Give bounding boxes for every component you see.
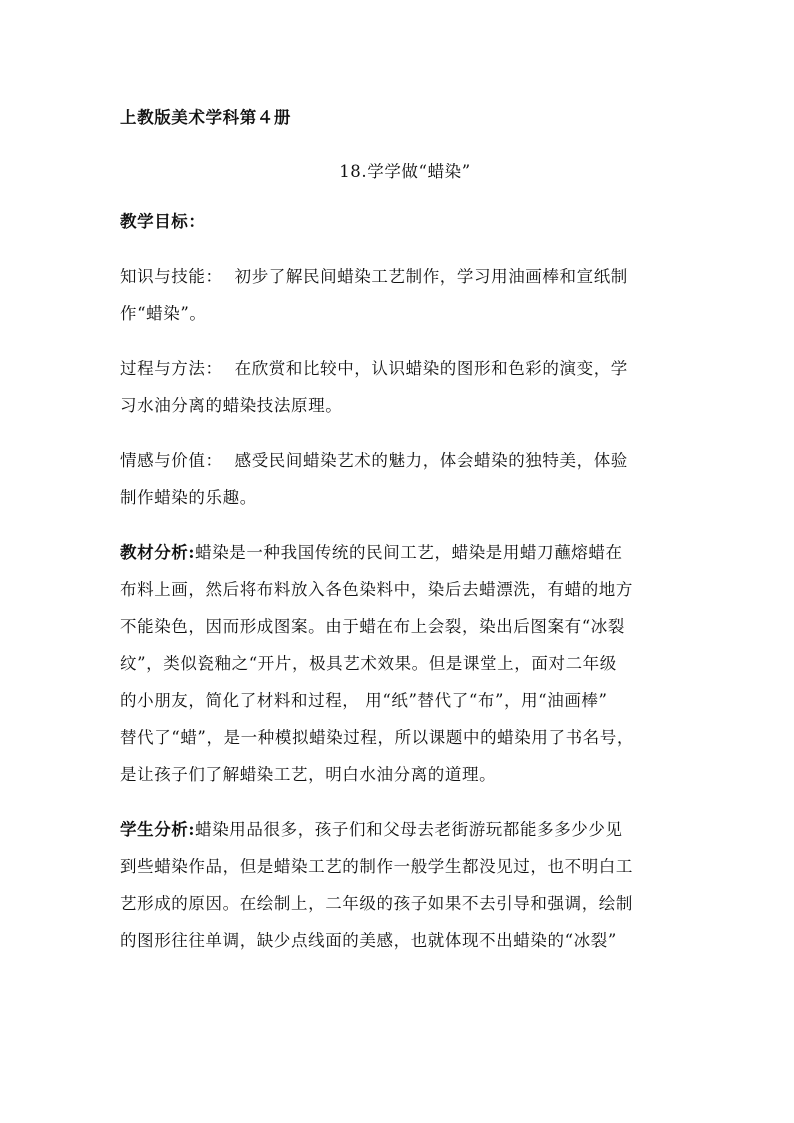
process-line-1 xyxy=(120,350,680,387)
material-line-2: 布料上画，然后将布料放入各色染料中，染后去蜡漂洗，有蜡的地方 xyxy=(120,580,633,599)
material-line-5: 的小朋友，简化了材料和过程， 用“纸”替代了“布”，用“油画棒” xyxy=(120,691,608,710)
material-line-1 xyxy=(120,534,680,571)
student-analysis-section xyxy=(120,811,680,959)
process-text: 在欣赏和比较中，认识蜡染的图形和色彩的演变，学 xyxy=(234,359,628,378)
material-line-6: 替代了“蜡”，是一种模拟蜡染过程，所以课题中的蜡染用了书名号， xyxy=(120,728,634,747)
knowledge-line-1 xyxy=(120,258,680,295)
knowledge-text: 初步了解民间蜡染工艺制作，学习用油画棒和宣纸制 xyxy=(234,267,628,286)
material-analysis-label: 教材分析: xyxy=(120,543,196,562)
process-section xyxy=(120,350,680,424)
objectives-heading: 教学目标： xyxy=(120,212,206,231)
student-line-4: 的图形往往单调，缺少点线面的美感，也就体现不出蜡染的“冰裂” xyxy=(120,931,617,950)
emotion-text: 感受民间蜡染艺术的魅力，体会蜡染的独特美，体验 xyxy=(234,451,628,470)
document-body xyxy=(120,104,680,977)
material-analysis-section xyxy=(120,534,680,793)
knowledge-line-2: 作“蜡染”。 xyxy=(120,304,207,323)
material-text: 蜡染是一种我国传统的民间工艺，蜡染是用蜡刀蘸熔蜡在 xyxy=(195,543,623,562)
student-text: 蜡染用品很多，孩子们和父母去老街游玩都能多多少少见 xyxy=(195,820,623,839)
material-line-3: 不能染色，因而形成图案。由于蜡在布上会裂，染出后图案有“冰裂 xyxy=(120,617,625,636)
emotion-line-1 xyxy=(120,442,680,479)
student-line-2: 到些蜡染作品，但是蜡染工艺的制作一般学生都没见过，也不明白工 xyxy=(120,857,633,876)
process-label: 过程与方法： xyxy=(120,359,223,378)
document-header: 上教版美术学科第４册 xyxy=(120,108,291,127)
material-line-7: 是让孩子们了解蜡染工艺，明白水油分离的道理。 xyxy=(120,765,497,784)
material-line-4: 纹”，类似瓷釉之“开片，极具艺术效果。但是课堂上，面对二年级 xyxy=(120,654,617,673)
knowledge-label: 知识与技能： xyxy=(120,267,223,286)
emotion-line-2: 制作蜡染的乐趣。 xyxy=(120,488,257,507)
knowledge-section xyxy=(120,258,680,332)
emotion-section xyxy=(120,442,680,516)
lesson-title: 18.学学做“蜡染” xyxy=(339,162,471,181)
student-line-1 xyxy=(120,811,680,848)
student-line-3: 艺形成的原因。在绘制上，二年级的孩子如果不去引导和强调，绘制 xyxy=(120,894,633,913)
emotion-label: 情感与价值： xyxy=(120,451,223,470)
student-analysis-label: 学生分析: xyxy=(120,820,196,839)
process-line-2: 习水油分离的蜡染技法原理。 xyxy=(120,396,343,415)
